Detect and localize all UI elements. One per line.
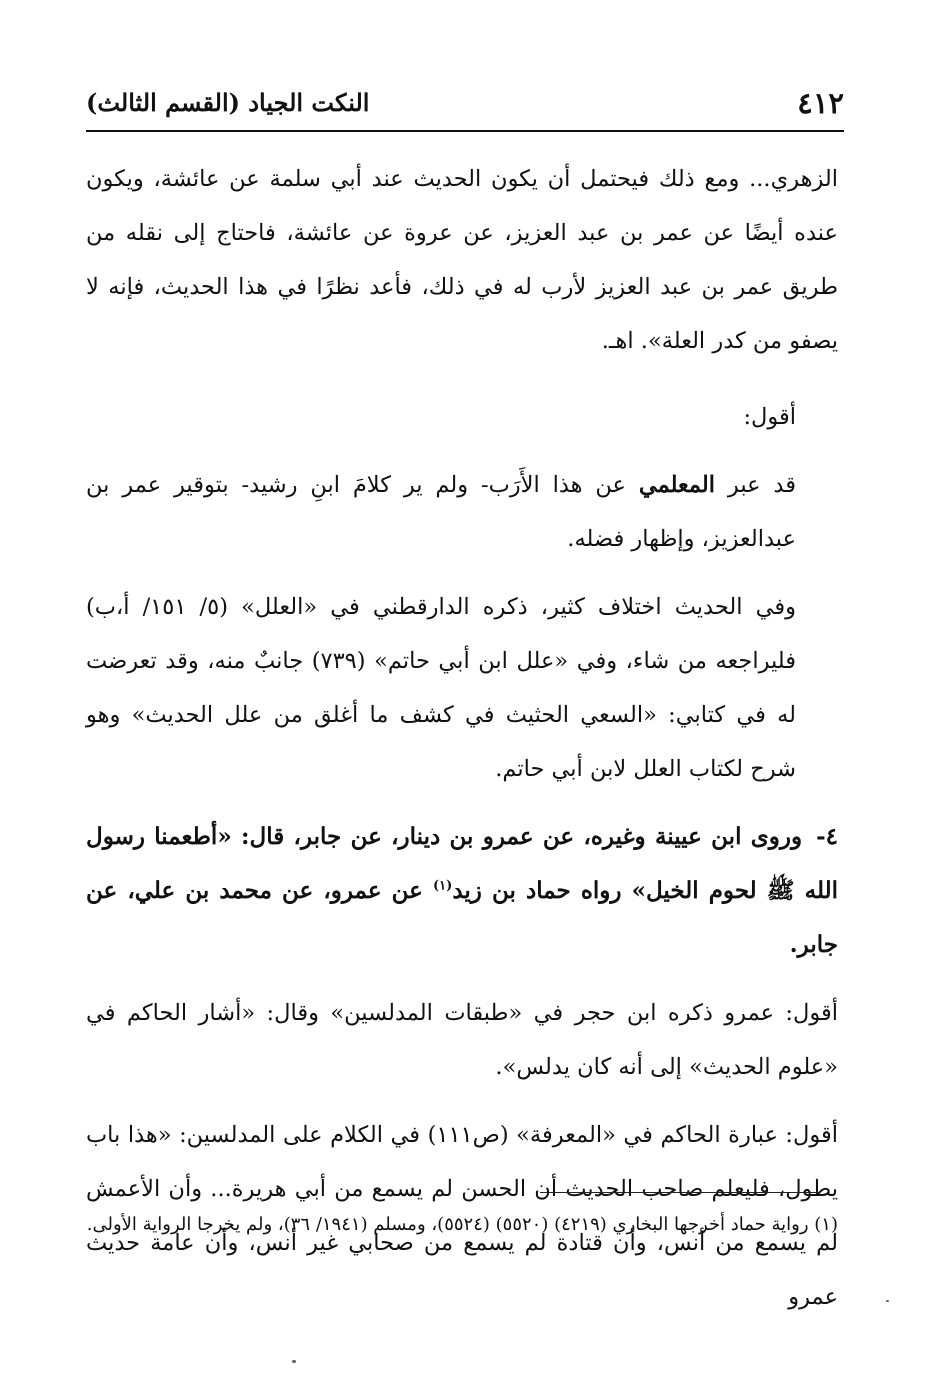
running-title: النكت الجياد (القسم الثالث) — [86, 88, 370, 117]
paragraph-text: عن هذا الأَرَب- ولم ير كلامَ ابنِ رشيد- بتوقير عمر بن عبدالعزيز، وإظهار فضله. — [86, 472, 796, 552]
item-text: وروى ابن عيينة وغيره، عن عمرو بن دينار، عن جابر، قال: «أطعمنا رسول الله ﷺ لحوم الخيل» رواه حماد بن زيد — [86, 823, 838, 904]
page-header — [86, 84, 844, 132]
paragraph-muallimi — [86, 458, 838, 566]
paragraph-ikhtilaf: وفي الحديث اختلاف كثير، ذكره الدارقطني في «العلل» (٥/ ١٥١/ أ،ب) فليراجعه من شاء، وفي «علل ابن أبي حاتم» (٧٣٩) جانبٌ منه، وقد تعرضت له في كتابي: «السعي الحثيث في كشف ما أغلق من علل الحديث» وهو شرح لكتاب العلل لابن أبي حاتم. — [86, 594, 796, 782]
item-number: ٤- — [816, 823, 838, 850]
scan-speck — [292, 1360, 296, 1363]
page-body — [86, 152, 838, 1324]
scan-speck — [886, 1300, 889, 1302]
footnote-1: (١) رواية حماد أخرجها البخاري (٤٢١٩) (٥٥٢٠) (٥٥٢٤)، ومسلم (١٩٤١/ ٣٦)، ولم يخرجا الرواية الأولى. — [86, 1214, 838, 1235]
paragraph-aqul-heading: أقول: — [743, 404, 796, 430]
page-number: ٤١٢ — [797, 86, 844, 120]
paragraph-continuation: الزهري... ومع ذلك فيحتمل أن يكون الحديث عند أبي سلمة عن عائشة، ويكون عنده أيضًا عن عمر بن عبد العزيز، عن عروة عن عائشة، فاحتاج إلى نقله من طريق عمر بن عبد العزيز لأرب له في ذلك، فأعد نظرًا في هذا الحديث، فإنه لا يصفو من كدر العلة». اهـ. — [86, 166, 838, 354]
item-text: عن عمرو، عن محمد بن علي، عن جابر. — [86, 877, 838, 958]
paragraph-hakim: أقول: عبارة الحاكم في «المعرفة» (ص١١١) في الكلام على المدلسين: «هذا باب يطول، فليعلم صاحب الحديث أن الحسن لم يسمع من أبي هريرة... وأن الأعمش لم يسمع من أنس، وأن قتادة لم يسمع من صحابي غير أنس، وأن عامة حديث عمرو — [86, 1122, 838, 1310]
footnote-reference: (١) — [433, 878, 453, 894]
numbered-item-4 — [86, 810, 838, 972]
highlighted-name: المعلمي — [638, 472, 716, 498]
paragraph-text: قد عبر — [715, 472, 796, 498]
footnotes — [86, 1206, 838, 1244]
footnote-separator — [540, 1192, 820, 1193]
paragraph-amr-tadlis: أقول: عمرو ذكره ابن حجر في «طبقات المدلسين» وقال: «أشار الحاكم في «علوم الحديث» إلى أنه كان يدلس». — [86, 1000, 838, 1080]
